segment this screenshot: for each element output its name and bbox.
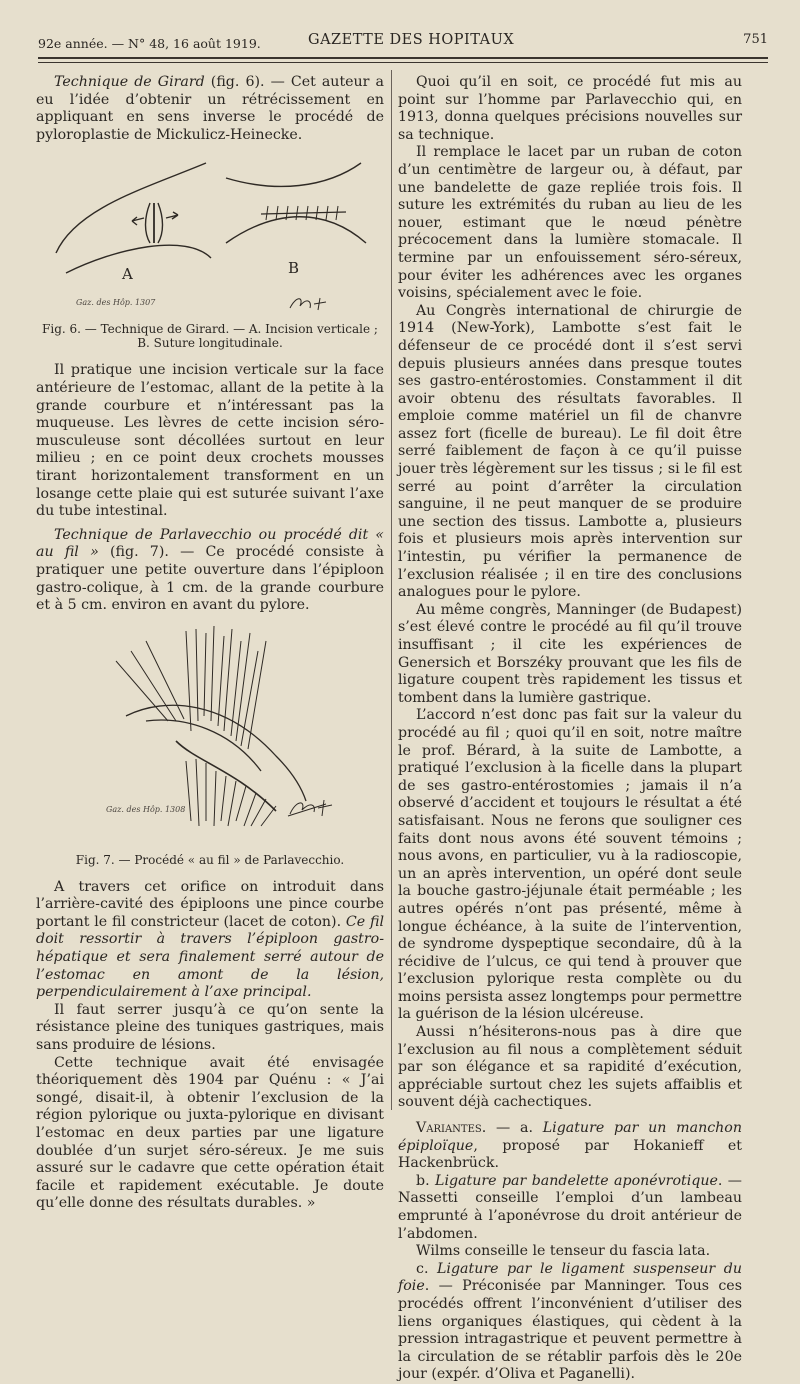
girard-description: Il pratique une incision verticale sur la face antérieure de l’estomac, allant de la petite à la grande courbure et n’intéressant pas la muqueuse. Les lèvres de cette incision séro-musculeuse sont décollées surtout en leur milieu ; en ce point deux crochets mousses tirant horizontalement transforment en un losange cette plaie qui est suturée suivant l’axe du tube intestinal. <box>36 362 384 520</box>
lambotte-paragraph: Au Congrès international de chirurgie de 1914 (New-York), Lambotte s’est fait le défenseur de ce procédé dont il s’est servi depuis plusieurs années dans presque toutes ses gastro-entérostomies. Constamment il dit avoir obtenu des résultats favorables. Il emploie comme matériel un fil de chanvre assez fort (ficelle de bureau). Le fil doit être serré faiblement de façon à ce qu’il puisse jouer très légèrement sur les tissus ; si le fil est serré au point d’arrêter la circulation sanguine, il ne peut manquer de se produire une section des tissus. Lambotte a, plusieurs fois et plusieurs mois après intervention sur l’intestin, pu vérifier la permanence de l’exclusion réalisée ; il en tire des conclusions analogues pour le pylore. <box>398 302 742 601</box>
header-rule-thin <box>38 62 768 63</box>
figure-6-label-b: B <box>288 259 300 278</box>
figure-6 <box>36 148 384 318</box>
girard-paragraph: Technique de Girard (fig. 6). — Cet auteur a eu l’idée d’obtenir un rétrécissement en appliquant en sens inverse le procédé de pyloroplastie de Mickulicz-Heinecke. <box>36 74 384 143</box>
journal-title: GAZETTE DES HOPITAUX <box>308 32 515 48</box>
engraver-signature-icon-2 <box>286 796 346 820</box>
ruban-paragraph: Il remplace le lacet par un ruban de coton d’un centimètre de largeur ou, à défaut, par une bandelette de gaze repliée trois fois. Il suture les extrémités du ruban au lieu de les nouer, estimant que le nœud pénètre précocement dans la lumière stomacale. Il termine par un enfouissement séro-séreux, pour éviter les adhérences avec les organes voisins, spécialement avec le foie. <box>398 144 742 302</box>
conclusion-paragraph: Aussi n’hésiterons-nous pas à dire que l’exclusion au fil nous a complètement séduit par son élégance et sa rapidité d’exécution, appréciable surtout chez les sujets affaiblis et souvent déjà cachectiques. <box>398 1024 742 1111</box>
variant-c: c. Ligature par le ligament suspenseur du foie. — Préconisée par Manninger. Tous ces procédés offrent l’inconvénient d’utiliser des liens organiques élastiques, qui cèdent à la pression intragastrique et peuvent permettre à la circulation de se rétablir parfois dès le 20e jour (expér. d’Oliva et Paganelli). <box>398 1260 742 1383</box>
figure-7-caption: Fig. 7. — Procédé « au fil » de Parlavecchio. <box>75 852 345 867</box>
page-number: 751 <box>743 32 768 47</box>
column-divider <box>391 70 392 1110</box>
quenu-paragraph: Cette technique avait été envisagée théoriquement dès 1904 par Quénu : « J’ai songé, disait-il, à obtenir l’exclusion de la région pylorique ou juxta-pylorique en divisant l’estomac en deux parties par une ligature doublée d’un surjet séro-séreux. Je me suis assuré sur le cadavre que cette opération était facile et rapidement exécutable. Je doute qu’elle donne des résultats durables. » <box>36 1054 384 1212</box>
right-column <box>398 74 742 1384</box>
variant-a: Variantes. — a. Ligature par un manchon épiploïque, proposé par Hokanieff et Hackenbrück. <box>398 1120 742 1172</box>
figure-7-signature: Gaz. des Hôp. 1308 <box>106 804 186 814</box>
parlavecchio-1913-paragraph: Quoi qu’il en soit, ce procédé fut mis au point sur l’homme par Parlavecchio qui, en 1913, donna quelques précisions nouvelles sur sa technique. <box>398 74 742 143</box>
variant-b: b. Ligature par bandelette aponévrotique. — Nassetti conseille l’emploi d’un lambeau emprunté à l’aponévrose du droit antérieur de l’abdomen. <box>398 1172 742 1242</box>
variantes-heading: Variantes. <box>416 1120 487 1137</box>
variant-b-wilms: Wilms conseille le tenseur du fascia lata. <box>416 1243 711 1260</box>
manninger-paragraph: Au même congrès, Manninger (de Budapest) s’est élevé contre le procédé au fil qu’il trouve insuffisant ; il cite les expériences de Genersich et Borszéky prouvant que les fils de ligature coupent très rapidement les tissus et tombent dans la lumière gastrique. <box>398 601 742 706</box>
girard-title: Technique de Girard <box>54 74 205 90</box>
running-header <box>38 30 768 54</box>
figure-6-label-a: A <box>122 265 133 284</box>
technique-paragraph: A travers cet orifice on introduit dans l’arrière-cavité des épiploons une pince courbe portant le fil constricteur (lacet de coton). Ce fil doit ressortir à travers l’épiploon gastro-hépatique et sera finalement serré autour de l’estomac en amont de la lésion, perpendiculairement à l’axe principal. <box>36 878 384 1001</box>
berard-paragraph: L’accord n’est donc pas fait sur la valeur du procédé au fil ; quoi qu’il en soit, notre maître le prof. Bérard, à la suite de Lambotte, a pratiqué l’exclusion à la ficelle dans la plupart de ses gastro-entérostomies ; jamais il n’a observé d’accident et toujours le résultat a été satisfaisant. Nous ne ferons que souligner ces faits dont nous avons été souvent témoins ; nous avons, en particulier, vu à la radioscopie, un an après intervention, un opéré dont seule la bouche gastro-jéjunale était perméable ; les autres opérés n’ont pas présenté, même à longue échéance, à la suite de l’intervention, de syndrome dyspeptique secondaire, dû à la récidive de l’ulcus, ce qui tend à prouver que l’exclusion pylorique resta complète ou du moins persista assez longtemps pour permettre la guérison de la lésion ulcéreuse. <box>398 707 742 1023</box>
left-column <box>36 74 384 1213</box>
resistance-paragraph: Il faut serrer jusqu’à ce qu’on sente la résistance pleine des tuniques gastriques, mais sans produire de lésions. <box>36 1001 384 1054</box>
figure-6-drawing <box>36 148 384 288</box>
parlavecchio-paragraph: Technique de Parlavecchio ou procédé dit « au fil » (fig. 7). — Ce procédé consiste à pratiquer une petite ouverture dans l’épiploon gastro-colique, à 1 cm. de la grande courbure et à 5 cm. environ en avant du pylore. <box>36 526 384 614</box>
parlavecchio-title: Technique de Parlavecchio ou procédé dit « au fil » <box>36 526 384 561</box>
issue-info: 92e année. — N° 48, 16 août 1919. <box>38 36 261 51</box>
header-rule <box>38 57 768 59</box>
figure-7 <box>36 621 384 853</box>
figure-6-signature: Gaz. des Hôp. 1307 <box>76 298 156 308</box>
engraver-signature-icon <box>286 294 346 314</box>
figure-6-caption: Fig. 6. — Technique de Girard. — A. Incision verticale ; B. Suture longitudinale. <box>42 322 378 351</box>
